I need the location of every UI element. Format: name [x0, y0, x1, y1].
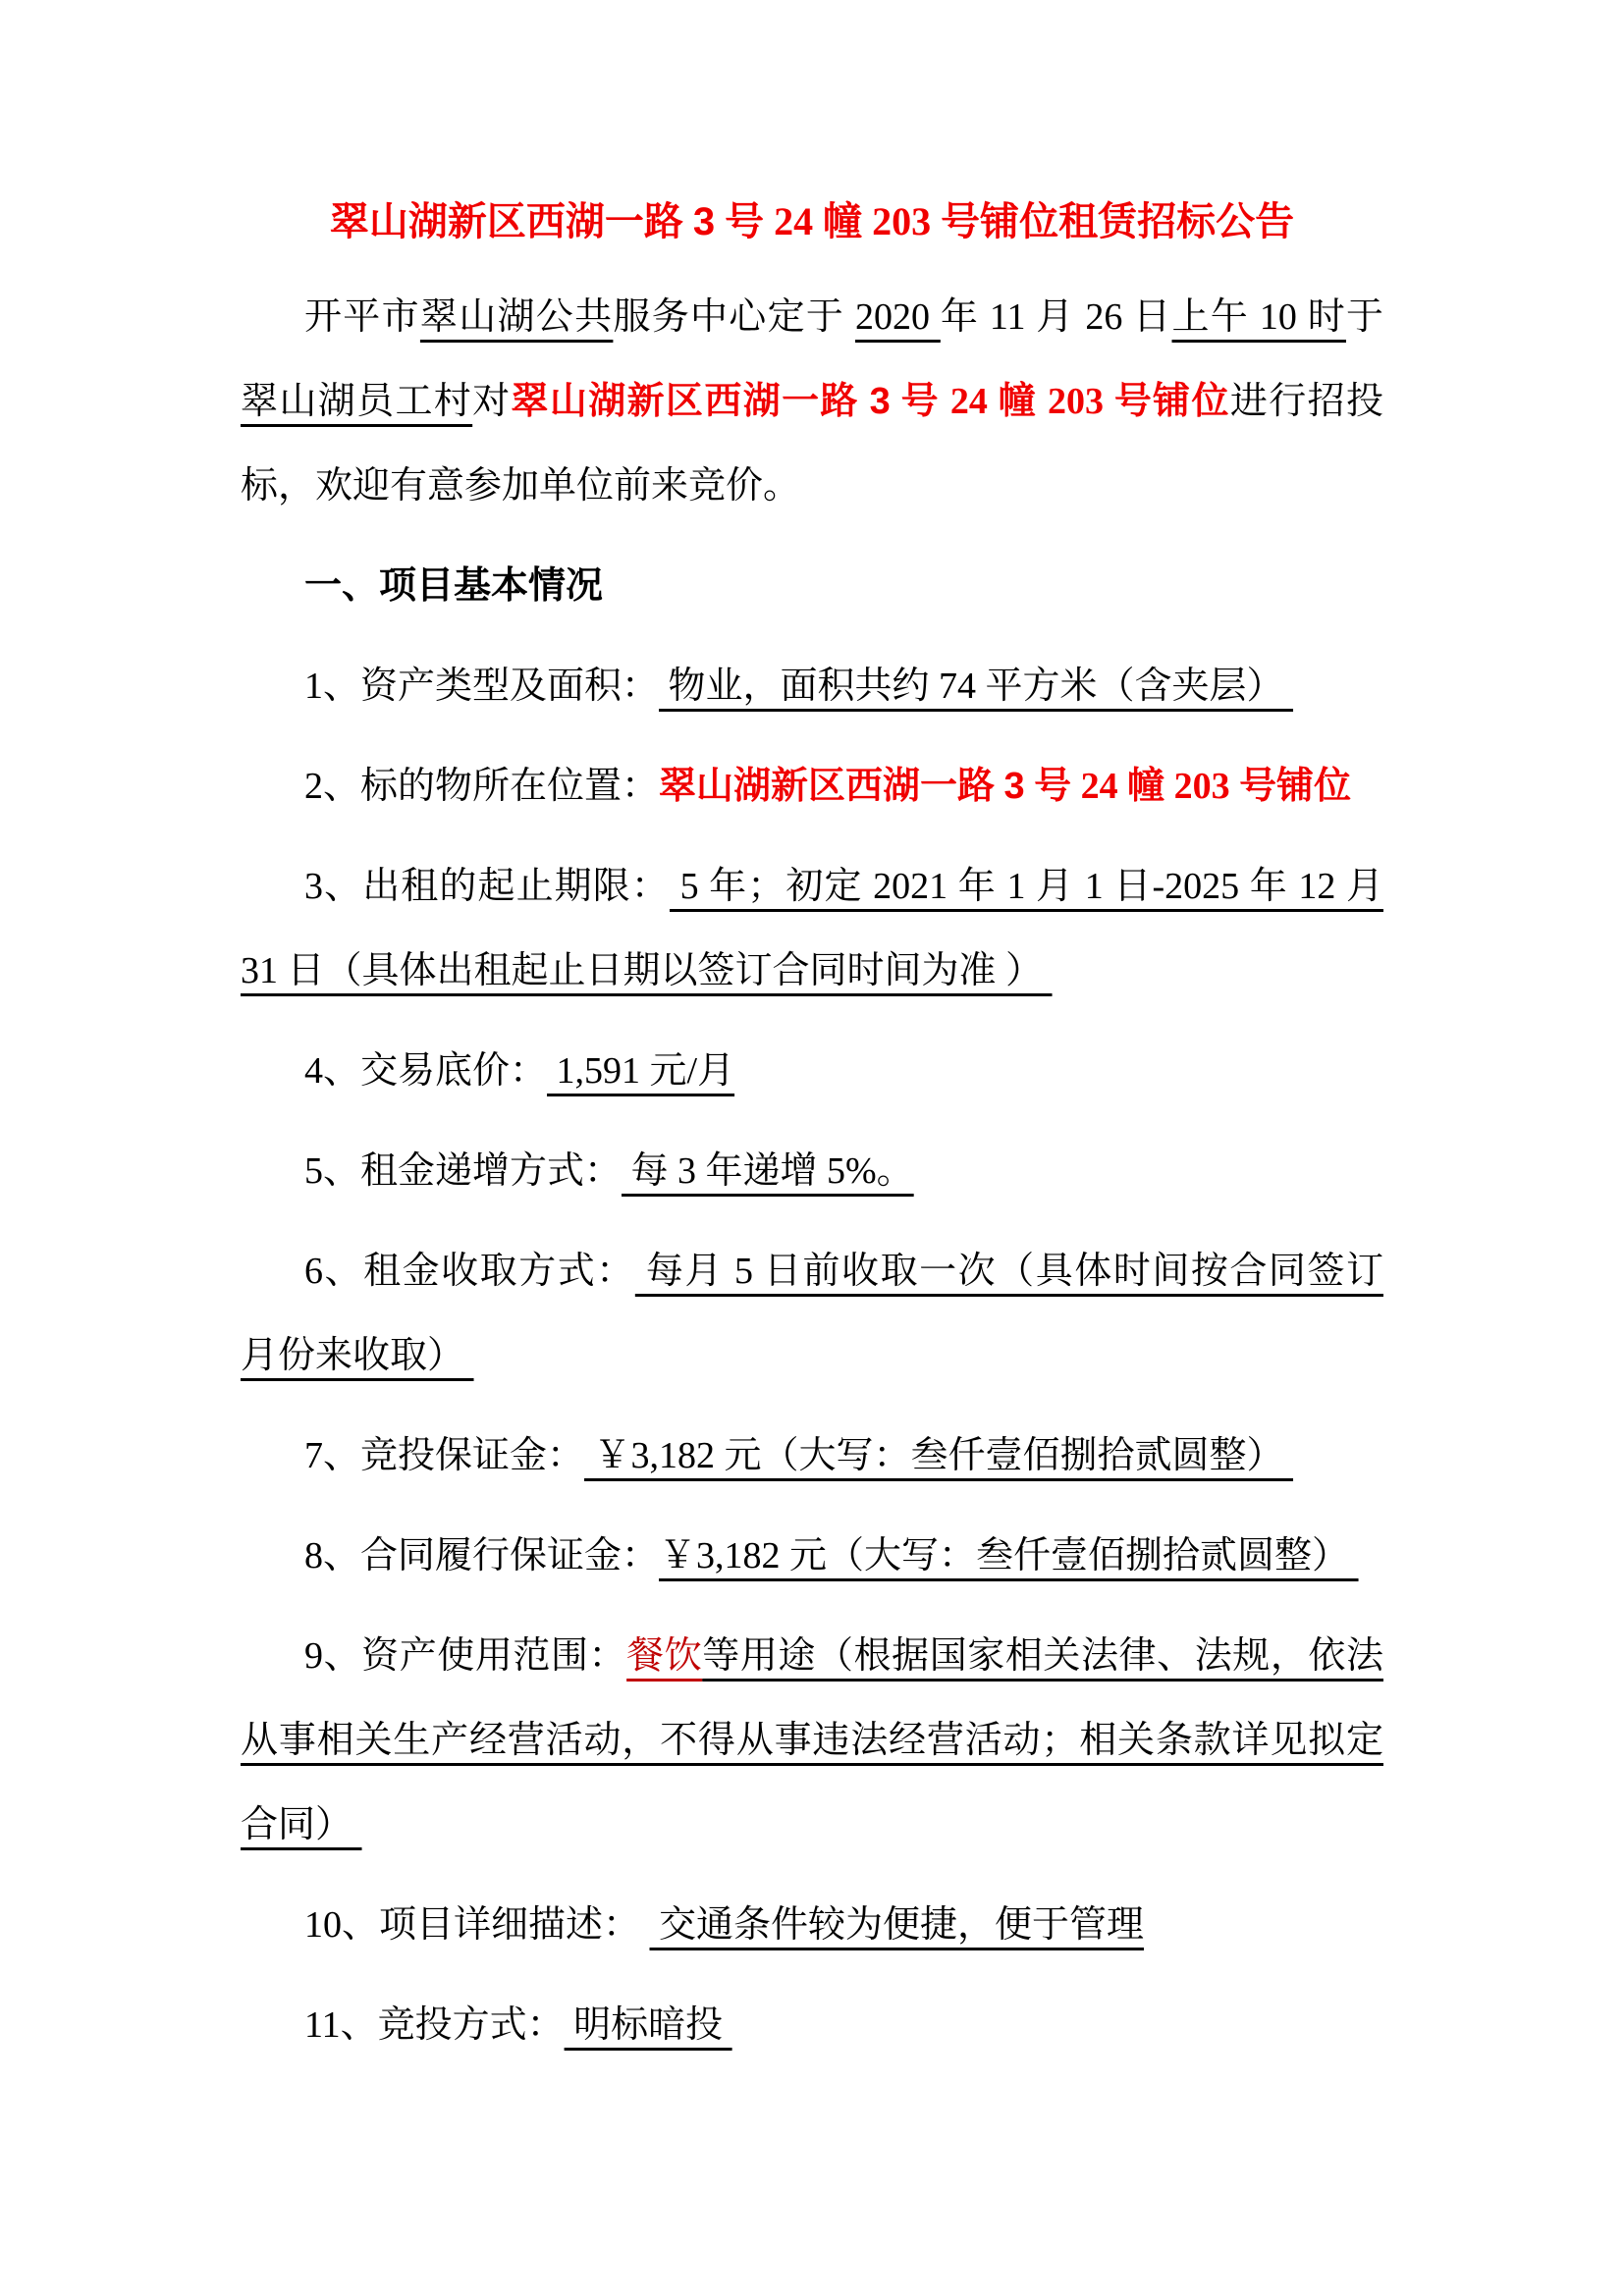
item-7-bid-deposit [241, 1414, 1383, 1498]
text-segment: 翠山湖公共 [419, 296, 614, 338]
text-segment: 明标暗投 [564, 2004, 732, 2046]
text-segment: 对 [472, 381, 512, 422]
item-10-project-description [241, 1883, 1383, 1967]
text-segment: 餐饮 [626, 1635, 703, 1677]
item-6-rent-collection-line-2 [241, 1313, 1383, 1398]
text-segment: 3 [1003, 766, 1025, 807]
text-segment: 10、项目详细描述： [304, 1904, 650, 1946]
text-segment: 翠山湖新区西湖一路 [659, 766, 1004, 807]
text-segment: 11、竞投方式： [304, 2004, 565, 2046]
text-segment: 开平市 [304, 296, 420, 338]
text-segment: 号 24 幢 203 号铺位 [1024, 766, 1352, 807]
text-segment: 翠山湖新区西湖一路 [511, 381, 870, 422]
text-segment: 1、资产类型及面积： [304, 666, 660, 707]
text-segment: 5 年；初定 2021 年 1 月 1 日-2025 年 12 月 [669, 866, 1383, 907]
item-2-location [241, 744, 1383, 828]
item-11-bidding-method [241, 1983, 1383, 2067]
text-segment: 7、竞投保证金： [304, 1435, 585, 1476]
text-segment: 9、资产使用范围： [304, 1635, 627, 1677]
section-heading [241, 544, 1383, 628]
text-segment: 月份来收取） [241, 1335, 474, 1376]
intro-line-3 [241, 444, 1383, 528]
text-segment: 合同） [241, 1804, 362, 1845]
document-title [241, 192, 1383, 251]
text-segment: ￥3,182 元（大写：叁仟壹佰捌拾贰圆整） [659, 1535, 1359, 1576]
document-content [241, 192, 1383, 2067]
text-segment: 上午 10 时 [1171, 296, 1346, 338]
text-segment: 31 日（具体出租起止日期以签订合同时间为准 ） [241, 950, 1053, 991]
text-segment: 5、租金递增方式： [304, 1150, 623, 1192]
item-4-base-price [241, 1029, 1383, 1113]
text-segment: 号 24 幢 203 号铺位 [890, 381, 1230, 422]
item-8-performance-deposit [241, 1514, 1383, 1598]
text-segment: 交通条件较为便捷，便于管理 [649, 1904, 1145, 1946]
item-3-lease-term-line-1 [241, 844, 1383, 929]
text-segment: 一、项目基本情况 [304, 565, 604, 607]
item-3-lease-term-line-2 [241, 929, 1383, 1013]
item-6-rent-collection-line-1 [241, 1229, 1383, 1313]
text-segment: 服务中心定于 [613, 296, 855, 338]
text-segment: 从事相关生产经营活动，不得从事违法经营活动；相关条款详见拟定 [241, 1720, 1383, 1761]
text-segment: 物业，面积共约 74 平方米（含夹层） [659, 666, 1294, 707]
text-segment: 翠山湖员工村 [241, 381, 473, 422]
text-segment: 3、出租的起止期限： [304, 866, 670, 907]
item-9-usage-scope-line-2 [241, 1698, 1383, 1783]
item-5-rent-increase [241, 1129, 1383, 1213]
item-9-usage-scope-line-3 [241, 1783, 1383, 1867]
text-segment: 翠山湖新区西湖一路 [329, 199, 693, 243]
text-segment: 号 24 幢 203 号铺位租赁招标公告 [715, 199, 1295, 243]
text-segment: 每 3 年递增 5%。 [622, 1150, 914, 1192]
intro-line-2 [241, 359, 1383, 444]
text-segment: 4、交易底价： [304, 1050, 548, 1092]
text-segment: 进行招投 [1229, 381, 1383, 422]
text-segment: 等用途（根据国家相关法律、法规，依法 [702, 1635, 1383, 1677]
text-segment: 标，欢迎有意参加单位前来竞价。 [241, 465, 801, 507]
text-segment: ￥3,182 元（大写：叁仟壹佰捌拾贰圆整） [584, 1435, 1294, 1476]
item-9-usage-scope-line-1 [241, 1614, 1383, 1698]
text-segment: 6、租金收取方式： [304, 1251, 635, 1292]
text-segment: 2020 [855, 296, 941, 338]
text-segment: 3 [869, 381, 891, 422]
text-segment: 每月 5 日前收取一次（具体时间按合同签订 [634, 1251, 1383, 1292]
text-segment: 2、标的物所在位置： [304, 766, 660, 807]
intro-line-1 [241, 275, 1383, 359]
item-1-asset-type-area [241, 644, 1383, 728]
text-segment: 于 [1346, 296, 1384, 338]
text-segment: 年 11 月 26 日 [940, 296, 1172, 338]
text-segment: 3 [692, 200, 716, 243]
text-segment: 8、合同履行保证金： [304, 1535, 660, 1576]
text-segment: 1,591 元/月 [547, 1050, 735, 1092]
